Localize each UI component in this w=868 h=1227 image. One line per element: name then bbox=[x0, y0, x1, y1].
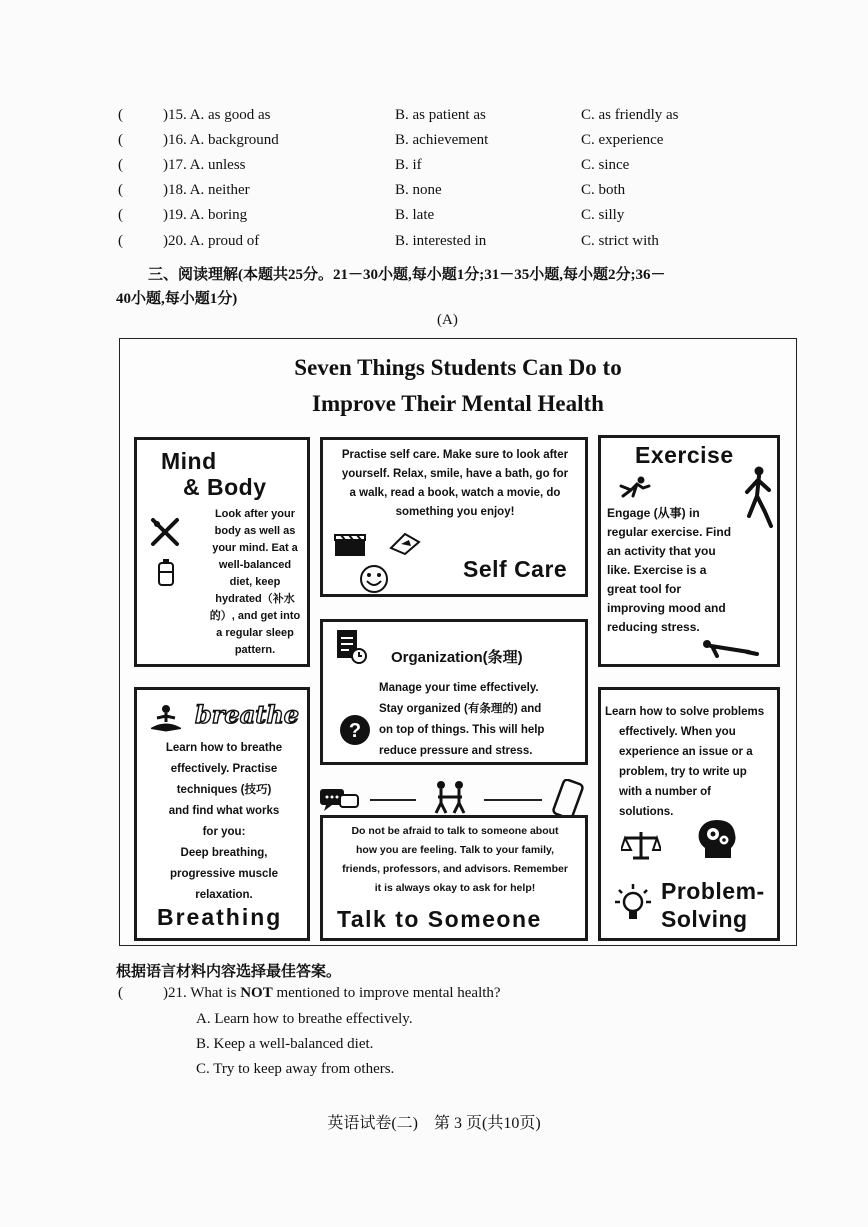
mind-body-title2: & Body bbox=[183, 474, 267, 500]
option-a: )19. A. boring bbox=[163, 207, 248, 223]
clapperboard-icon bbox=[333, 532, 369, 558]
problem-text bbox=[605, 702, 777, 822]
organization-title: Organization(条理) bbox=[391, 649, 523, 666]
option-c: C. experience bbox=[581, 132, 664, 148]
option-c: C. both bbox=[581, 182, 626, 198]
passage-label: (A) bbox=[437, 312, 458, 328]
mind-body-box bbox=[134, 437, 310, 667]
exercise-text-line: like. Exercise is a bbox=[607, 563, 707, 577]
mind-body-text-line: well-balanced bbox=[218, 559, 292, 571]
exercise-text-line: an activity that you bbox=[607, 544, 716, 558]
answer-paren: ( bbox=[118, 157, 123, 173]
organization-text bbox=[379, 678, 587, 762]
option-c: C. silly bbox=[581, 207, 625, 223]
svg-text:?: ? bbox=[348, 720, 362, 742]
self-care-text-line: yourself. Relax, smile, have a bath, go for bbox=[341, 468, 569, 480]
organization-text-line: on top of things. This will help bbox=[379, 724, 545, 736]
connector-line bbox=[484, 799, 542, 801]
option-a: )15. A. as good as bbox=[163, 107, 271, 123]
problem-text-line: effectively. When you bbox=[619, 726, 736, 738]
breathing-text bbox=[145, 738, 303, 906]
document-clock-icon bbox=[335, 628, 367, 664]
exercise-text-line: improving mood and bbox=[607, 601, 726, 615]
option-a: )20. A. proud of bbox=[163, 233, 260, 249]
running-person-icon bbox=[617, 476, 651, 500]
scales-icon bbox=[621, 830, 661, 862]
pushup-icon bbox=[699, 636, 761, 658]
breathing-text-line: Learn how to breathe bbox=[165, 742, 283, 754]
section-heading-line1: 三、阅读理解(本题共25分。21－30小题,每小题1分;31－35小题,每小题2分;36－ bbox=[148, 267, 666, 283]
fork-knife-icon bbox=[149, 516, 181, 548]
mind-body-text-line: a regular sleep bbox=[216, 627, 294, 639]
page-footer: 英语试卷(二) 第 3 页(共10页) bbox=[327, 1115, 541, 1132]
self-care-text-line: something you enjoy! bbox=[395, 506, 515, 518]
problem-text-line: problem, try to write up bbox=[619, 766, 747, 778]
mind-body-text bbox=[203, 506, 307, 659]
exercise-text-line: Engage (从事) in bbox=[607, 506, 700, 520]
answer-paren: ( bbox=[118, 985, 123, 1001]
section-heading-line2: 40小题,每小题1分) bbox=[116, 291, 238, 307]
problem-text-line: solutions. bbox=[619, 806, 674, 818]
self-care-text-line: Practise self care. Make sure to look after bbox=[341, 449, 569, 461]
self-care-text bbox=[327, 446, 583, 522]
people-at-table-icon bbox=[432, 779, 468, 815]
problem-solving-box bbox=[598, 687, 780, 941]
meditation-icon bbox=[151, 704, 181, 732]
question-row bbox=[0, 182, 868, 206]
answer-paren: ( bbox=[118, 207, 123, 223]
mind-body-title1: Mind bbox=[161, 448, 217, 474]
mind-body-text-line: Look after your bbox=[214, 508, 296, 520]
breathing-text-line: progressive muscle bbox=[169, 868, 279, 880]
option-b: B. Keep a well-balanced diet. bbox=[196, 1036, 374, 1052]
option-b: B. none bbox=[395, 182, 442, 198]
option-a: A. Learn how to breathe effectively. bbox=[196, 1011, 413, 1027]
answer-paren: ( bbox=[118, 182, 123, 198]
option-b: B. late bbox=[395, 207, 435, 223]
connector-line bbox=[370, 799, 416, 801]
question-row bbox=[0, 207, 868, 231]
exercise-title: Exercise bbox=[635, 442, 734, 468]
option-b: B. if bbox=[395, 157, 422, 173]
option-c: C. since bbox=[581, 157, 630, 173]
mind-body-text-line: 的）, and get into bbox=[209, 610, 301, 622]
breathing-text-line: and find what works bbox=[168, 805, 280, 817]
option-a: )16. A. background bbox=[163, 132, 279, 148]
problem-title1: Problem- bbox=[661, 878, 765, 904]
organization-text-line: reduce pressure and stress. bbox=[379, 745, 533, 757]
mind-body-text-line: your mind. Eat a bbox=[212, 542, 298, 554]
lightbulb-icon bbox=[613, 882, 653, 926]
phone-icon bbox=[552, 779, 584, 819]
breathing-text-line: Deep breathing, bbox=[180, 847, 268, 859]
stem-emphasis: NOT bbox=[240, 985, 273, 1001]
poster-title-line1: Seven Things Students Can Do to bbox=[294, 355, 622, 380]
instruction-text: 根据语言材料内容选择最佳答案。 bbox=[116, 964, 342, 980]
problem-text-line: Learn how to solve problems bbox=[605, 706, 765, 718]
option-a: )18. A. neither bbox=[163, 182, 250, 198]
talk-text bbox=[327, 822, 583, 898]
question-row bbox=[0, 132, 868, 156]
breathe-script-title: breathe bbox=[195, 700, 300, 729]
question-row bbox=[0, 233, 868, 257]
water-bottle-icon bbox=[157, 558, 175, 586]
problem-text-line: with a number of bbox=[619, 786, 711, 798]
stem-text: )21. What is bbox=[163, 985, 241, 1001]
question-mark-icon bbox=[339, 714, 371, 746]
self-care-text-line: a walk, read a book, watch a movie, do bbox=[349, 487, 561, 499]
option-b: B. achievement bbox=[395, 132, 489, 148]
talk-text-line: Do not be afraid to talk to someone about bbox=[351, 825, 559, 837]
smiley-icon bbox=[359, 564, 389, 594]
talk-text-line: it is always okay to ask for help! bbox=[374, 882, 536, 894]
exercise-box bbox=[598, 435, 780, 667]
self-care-title: Self Care bbox=[463, 556, 568, 582]
exercise-text-line: reducing stress. bbox=[607, 620, 700, 634]
exercise-text-line: great tool for bbox=[607, 582, 681, 596]
answer-paren: ( bbox=[118, 233, 123, 249]
breathing-title: Breathing bbox=[157, 904, 283, 930]
talk-title: Talk to Someone bbox=[337, 906, 542, 932]
talk-to-someone-box bbox=[320, 815, 588, 941]
mind-body-text-line: pattern. bbox=[234, 644, 276, 656]
option-a: )17. A. unless bbox=[163, 157, 246, 173]
option-c: C. strict with bbox=[581, 233, 659, 249]
poster-title-line2: Improve Their Mental Health bbox=[312, 391, 604, 416]
option-b: B. interested in bbox=[395, 233, 487, 249]
question-row bbox=[0, 157, 868, 181]
chat-bubbles-icon bbox=[318, 785, 360, 813]
organization-text-line: Stay organized (有条理的) and bbox=[379, 703, 542, 715]
exercise-text bbox=[607, 504, 747, 637]
breathing-text-line: effectively. Practise bbox=[170, 763, 278, 775]
breathing-text-line: relaxation. bbox=[195, 889, 253, 901]
self-care-box bbox=[320, 437, 588, 597]
breathing-text-line: for you: bbox=[202, 826, 246, 838]
option-c: C. Try to keep away from others. bbox=[196, 1061, 395, 1077]
stem-text: mentioned to improve mental health? bbox=[272, 985, 501, 1001]
book-icon bbox=[387, 530, 423, 556]
mind-body-text-line: diet, keep bbox=[229, 576, 281, 588]
mind-body-text-line: body as well as bbox=[214, 525, 296, 537]
head-gears-icon bbox=[695, 818, 739, 860]
problem-title2: Solving bbox=[661, 906, 748, 932]
problem-text-line: experience an issue or a bbox=[619, 746, 753, 758]
question-row bbox=[0, 107, 868, 131]
breathing-text-line: techniques (技巧) bbox=[176, 784, 272, 796]
mind-body-text-line: hydrated（补水 bbox=[215, 593, 295, 605]
organization-box bbox=[320, 619, 588, 765]
exercise-text-line: regular exercise. Find bbox=[607, 525, 732, 539]
option-c: C. as friendly as bbox=[581, 107, 679, 123]
answer-paren: ( bbox=[118, 132, 123, 148]
answer-paren: ( bbox=[118, 107, 123, 123]
talk-text-line: friends, professors, and advisors. Remember bbox=[342, 863, 568, 875]
option-b: B. as patient as bbox=[395, 107, 486, 123]
question-21-stem bbox=[163, 985, 501, 1002]
mental-health-poster bbox=[119, 338, 797, 946]
talk-text-line: how you are feeling. Talk to your family, bbox=[356, 844, 554, 856]
breathing-box bbox=[134, 687, 310, 941]
organization-text-line: Manage your time effectively. bbox=[379, 682, 539, 694]
